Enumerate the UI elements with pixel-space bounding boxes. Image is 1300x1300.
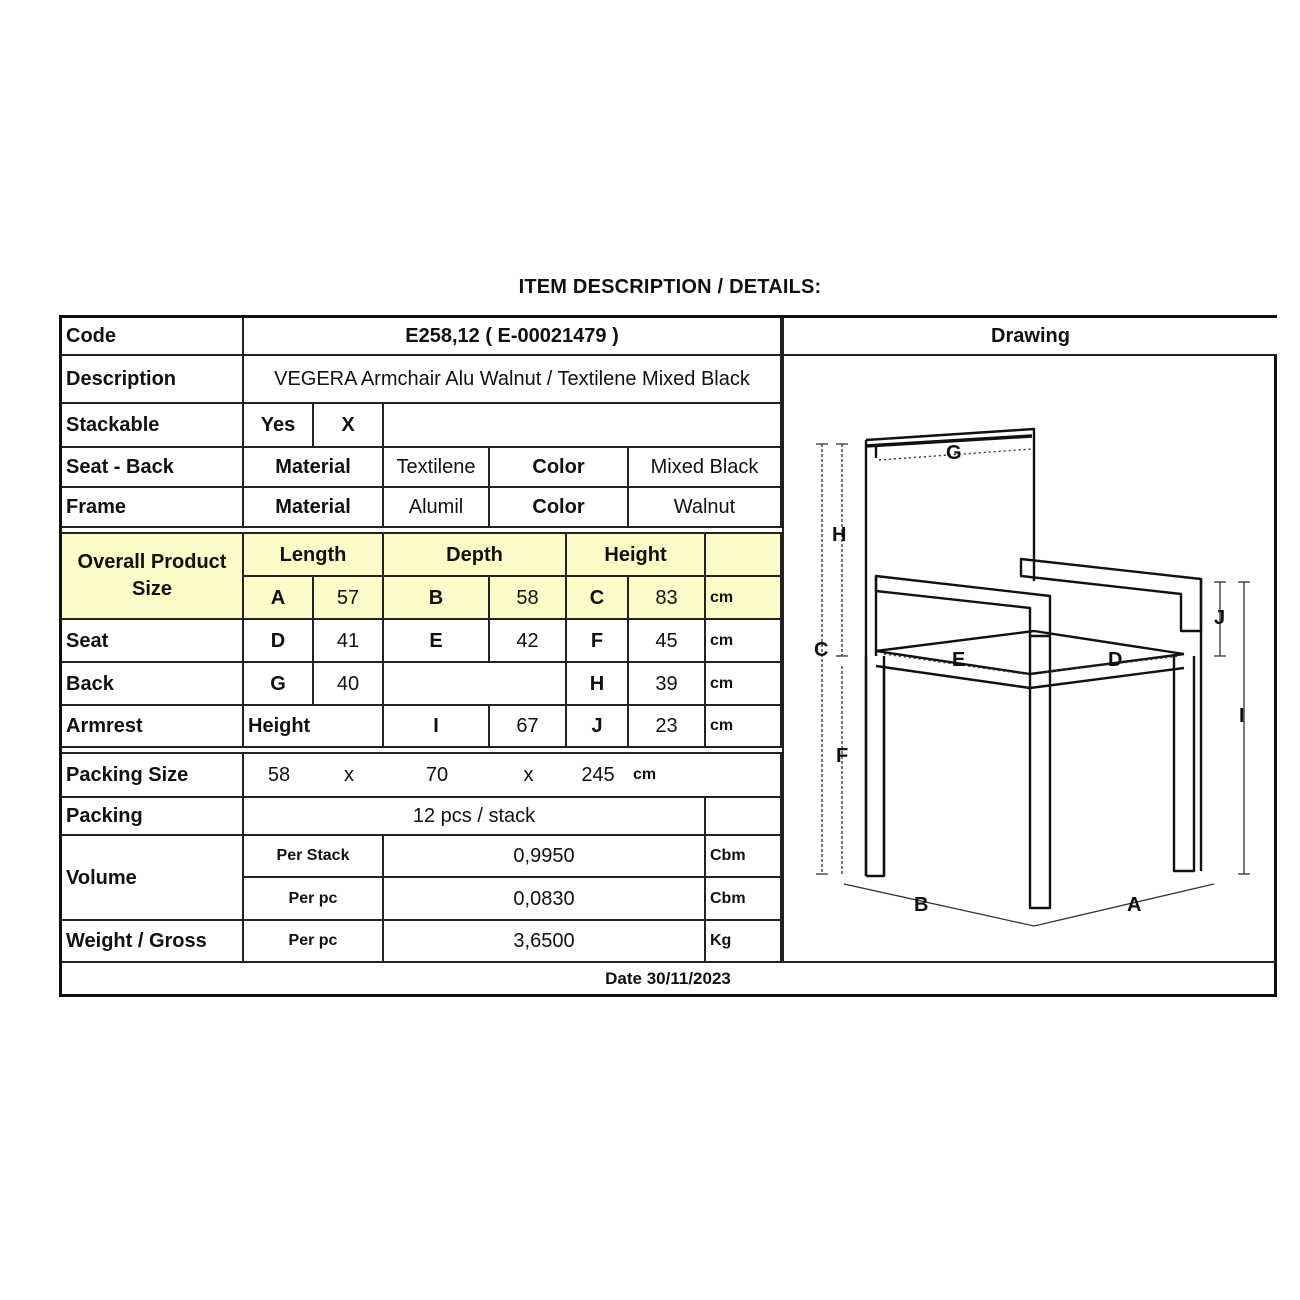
armrest-unit: cm	[706, 706, 782, 748]
dim-i-letter: I	[384, 706, 490, 748]
packing-size-x1: x	[344, 764, 354, 786]
label-e: E	[952, 649, 966, 671]
dim-f-value: 45	[629, 620, 706, 663]
seat-back-color: Mixed Black	[629, 448, 782, 488]
packing-size-unit: cm	[633, 766, 657, 783]
date-footer: Date 30/11/2023	[605, 968, 731, 988]
stackable-blank	[384, 404, 782, 448]
dim-h-value: 39	[629, 663, 706, 706]
packing-size-length: 58	[267, 764, 291, 786]
volume-label: Volume	[62, 836, 244, 921]
dim-j-value: 23	[629, 706, 706, 748]
stackable-label: Stackable	[62, 404, 244, 448]
packing-value: 12 pcs / stack	[244, 798, 706, 836]
dim-e-letter: E	[384, 620, 490, 663]
dim-b-value: 58	[490, 577, 567, 620]
drawing-header: Drawing	[782, 318, 1277, 356]
label-i: I	[1239, 705, 1245, 727]
dim-h-letter: H	[567, 663, 629, 706]
packing-size-width: 70	[425, 764, 449, 786]
seat-label: Seat	[62, 620, 244, 663]
volume-per-stack-unit: Cbm	[706, 836, 782, 878]
label-f: F	[836, 745, 849, 767]
stackable-yes: Yes	[244, 404, 314, 448]
length-header: Length	[244, 534, 384, 577]
armrest-label: Armrest	[62, 706, 244, 748]
seat-back-material-label: Material	[244, 448, 384, 488]
dim-e-value: 42	[490, 620, 567, 663]
back-blank	[384, 663, 567, 706]
label-j: J	[1214, 607, 1226, 629]
description-label: Description	[62, 356, 244, 404]
seat-back-material: Textilene	[384, 448, 490, 488]
dim-i-value: 67	[490, 706, 567, 748]
description-value: VEGERA Armchair Alu Walnut / Textilene Mixed Black	[244, 356, 782, 404]
packing-size-x2: x	[523, 764, 534, 786]
volume-per-stack-value: 0,9950	[384, 836, 706, 878]
label-a: A	[1127, 894, 1142, 916]
packing-label: Packing	[62, 798, 244, 836]
page-title: ITEM DESCRIPTION / DETAILS:	[518, 276, 822, 298]
seat-back-color-label: Color	[490, 448, 629, 488]
frame-label: Frame	[62, 488, 244, 528]
dim-f-letter: F	[567, 620, 629, 663]
overall-unit: cm	[706, 577, 782, 620]
stackable-mark: X	[314, 404, 384, 448]
label-g: G	[946, 442, 962, 464]
dim-j-letter: J	[567, 706, 629, 748]
label-h: H	[832, 524, 847, 546]
back-label: Back	[62, 663, 244, 706]
seat-unit: cm	[706, 620, 782, 663]
dim-a-value: 57	[314, 577, 384, 620]
volume-per-pc-unit: Cbm	[706, 878, 782, 921]
frame-color: Walnut	[629, 488, 782, 528]
weight-value: 3,6500	[384, 921, 706, 963]
dim-g-value: 40	[314, 663, 384, 706]
height-header: Height	[567, 534, 706, 577]
dim-b-letter: B	[384, 577, 490, 620]
seat-back-label: Seat - Back	[62, 448, 244, 488]
chair-diagram	[784, 356, 1279, 963]
weight-per-pc-label: Per pc	[244, 921, 384, 963]
frame-material: Alumil	[384, 488, 490, 528]
armrest-height-label: Height	[244, 706, 384, 748]
packing-size-label: Packing Size	[62, 754, 244, 798]
dim-g-letter: G	[244, 663, 314, 706]
label-d: D	[1108, 649, 1123, 671]
overall-blank	[706, 534, 782, 577]
dim-d-letter: D	[244, 620, 314, 663]
volume-per-stack-label: Per Stack	[244, 836, 384, 878]
weight-label: Weight / Gross	[62, 921, 244, 963]
packing-blank	[706, 798, 782, 836]
overall-size-label: Overall Product Size	[62, 534, 244, 620]
back-unit: cm	[706, 663, 782, 706]
volume-per-pc-value: 0,0830	[384, 878, 706, 921]
weight-unit: Kg	[706, 921, 782, 963]
dim-d-value: 41	[314, 620, 384, 663]
details-table	[59, 315, 1277, 997]
dim-c-letter: C	[567, 577, 629, 620]
dim-c-value: 83	[629, 577, 706, 620]
chair-drawing	[782, 356, 1277, 963]
label-b: B	[914, 894, 929, 916]
volume-per-pc-label: Per pc	[244, 878, 384, 921]
frame-color-label: Color	[490, 488, 629, 528]
label-c: C	[814, 639, 829, 661]
packing-size-height: 245	[581, 764, 615, 786]
depth-header: Depth	[384, 534, 567, 577]
code-label: Code	[62, 318, 244, 356]
frame-material-label: Material	[244, 488, 384, 528]
code-value: E258,12 ( E-00021479 )	[244, 318, 782, 356]
dim-a-letter: A	[244, 577, 314, 620]
